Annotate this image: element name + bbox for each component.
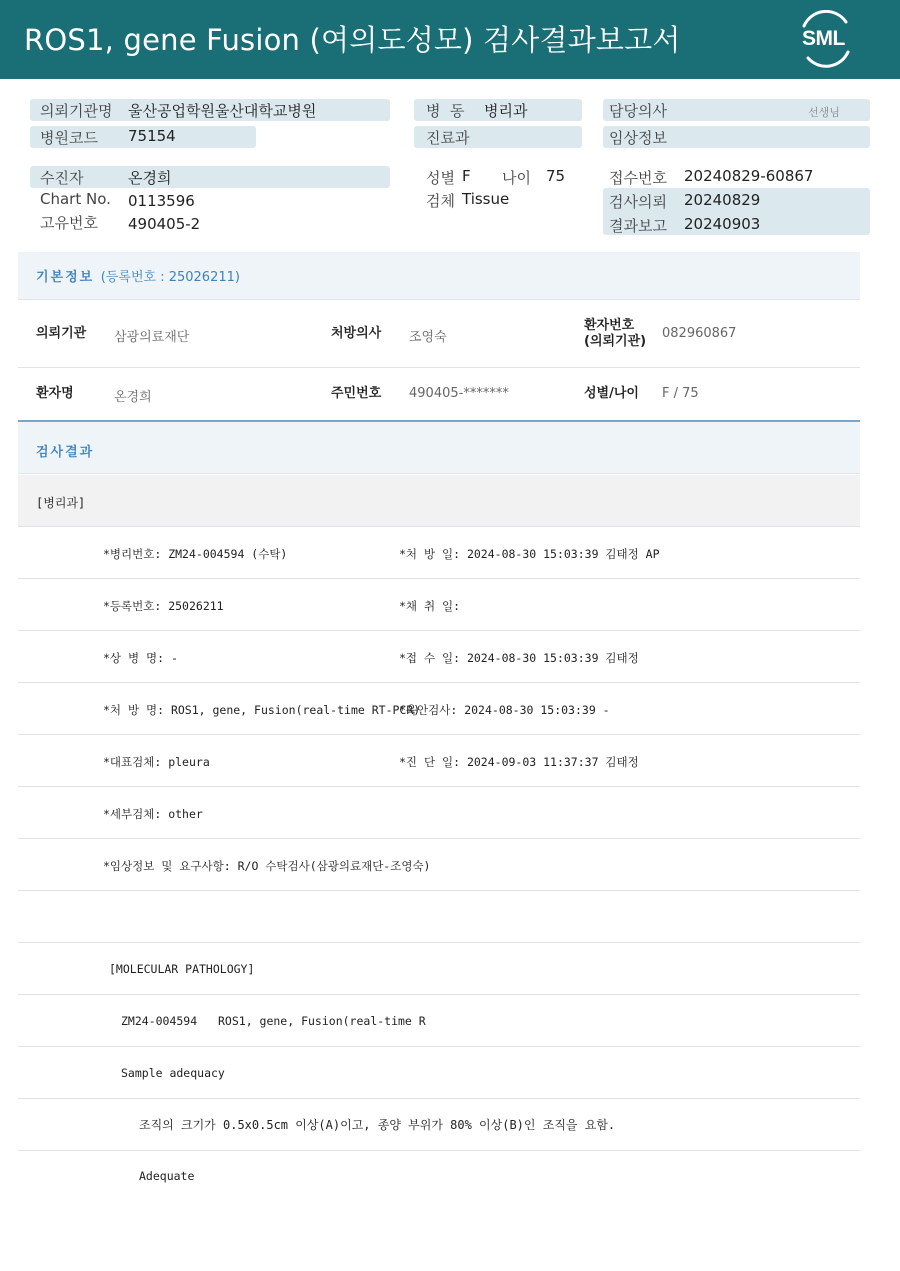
chart-label: Chart No. — [40, 190, 111, 208]
table-row-divider — [18, 578, 860, 579]
result-row-2-right: *채 취 일: — [399, 599, 461, 613]
table-row-divider — [18, 994, 860, 995]
patient-no-label-2: (의뢰기관) — [584, 334, 647, 349]
result-row-5-right: *진 단 일: 2024-09-03 11:37:37 김태정 — [399, 755, 639, 769]
results-title: 검사결과 — [36, 445, 95, 460]
patient-no-label-1: 환자번호 — [584, 318, 635, 333]
report-header-bar — [0, 0, 900, 79]
table-row-divider — [18, 630, 860, 631]
basic-info-divider — [18, 367, 860, 368]
result-row-4-right: *육안검사: 2024-08-30 15:03:39 - — [399, 703, 610, 717]
prescriber-value: 조영숙 — [409, 330, 447, 345]
result-row-2-left: *등록번호: 25026211 — [103, 599, 224, 613]
table-row-divider — [18, 1046, 860, 1047]
table-row-divider — [18, 734, 860, 735]
table-row-divider — [18, 838, 860, 839]
sex-age-value: F / 75 — [662, 386, 699, 401]
patient-label-bg — [30, 166, 390, 188]
doctor-label: 담당의사 — [609, 102, 667, 120]
molecular-code: ZM24-004594 — [121, 1014, 198, 1028]
age-label: 나이 — [502, 169, 531, 187]
ward-value: 병리과 — [484, 102, 528, 120]
report-title: ROS1, gene Fusion (여의도성모) 검사결과보고서 — [24, 23, 681, 57]
sex-label: 성별 — [426, 169, 455, 187]
molecular-header: [MOLECULAR PATHOLOGY] — [109, 962, 255, 976]
registration-note: (등록번호 : 25026211) — [100, 270, 240, 285]
patient-name-value: 온경희 — [114, 390, 152, 405]
adequacy-result: Adequate — [139, 1169, 195, 1183]
dept-band — [18, 475, 860, 527]
chart-value: 0113596 — [128, 192, 195, 210]
resident-no-value: 490405-******* — [409, 386, 509, 401]
adequacy-label: Sample adequacy — [121, 1066, 225, 1080]
resident-no-label: 주민번호 — [331, 386, 382, 401]
patient-name-label: 환자명 — [36, 386, 74, 401]
department-label: 진료과 — [426, 129, 470, 147]
age-value: 75 — [546, 167, 566, 185]
patient-no-value: 082960867 — [662, 326, 737, 341]
hospital-code-label: 병원코드 — [40, 129, 98, 147]
id-value: 490405-2 — [128, 215, 201, 233]
result-row-1-right: *처 방 일: 2024-08-30 15:03:39 김태정 AP — [399, 547, 660, 561]
table-row-divider — [18, 1150, 860, 1151]
report-value: 20240903 — [684, 215, 761, 233]
request-label: 검사의뢰 — [609, 193, 667, 211]
prescriber-label: 처방의사 — [331, 326, 382, 341]
hospital-code-value: 75154 — [128, 127, 176, 145]
basic-info-title: 기본정보 (등록번호 : 25026211) — [36, 270, 240, 285]
adequacy-criteria: 조직의 크기가 0.5x0.5cm 이상(A)이고, 종양 부위가 80% 이상(B)인 조직을 요함. — [139, 1118, 616, 1132]
dept-label: [병리과] — [36, 496, 86, 510]
sml-logo — [796, 10, 856, 68]
table-row-divider — [18, 1098, 860, 1099]
request-value: 20240829 — [684, 191, 761, 209]
id-label: 고유번호 — [40, 214, 98, 232]
logo-text: SML — [802, 27, 845, 50]
institution-value: 울산공업학원울산대학교병원 — [128, 102, 317, 120]
ward-label: 병 동 — [426, 102, 465, 120]
doctor-suffix: 선생님 — [808, 106, 840, 119]
result-row-3-right: *접 수 일: 2024-08-30 15:03:39 김태정 — [399, 651, 639, 665]
table-row-divider — [18, 890, 860, 891]
table-row-divider — [18, 682, 860, 683]
molecular-test: ROS1, gene, Fusion(real-time R — [218, 1014, 426, 1028]
receipt-label: 접수번호 — [609, 169, 667, 187]
sex-age-label: 성별/나이 — [584, 386, 639, 401]
clinical-info-label: 임상정보 — [609, 129, 667, 147]
result-row-4-left: *처 방 명: ROS1, gene, Fusion(real-time RT-PCR) — [103, 703, 421, 717]
basic-institution-label: 의뢰기관 — [36, 326, 87, 341]
table-row-divider — [18, 786, 860, 787]
institution-label: 의뢰기관명 — [40, 102, 113, 120]
sex-value: F — [462, 167, 471, 185]
report-label: 결과보고 — [609, 217, 667, 235]
patient-label: 수진자 — [40, 169, 84, 187]
specimen-value: Tissue — [462, 190, 510, 208]
clinical-note: *임상정보 및 요구사항: R/O 수탁검사(삼광의료재단-조영숙) — [103, 859, 431, 873]
receipt-value: 20240829-60867 — [684, 167, 814, 185]
table-row-divider — [18, 942, 860, 943]
result-row-3-left: *상 병 명: - — [103, 651, 178, 665]
specimen-label: 검체 — [426, 192, 455, 210]
result-row-6-left: *세부검체: other — [103, 807, 203, 821]
result-row-1-left: *병리번호: ZM24-004594 (수탁) — [103, 547, 288, 561]
result-row-5-left: *대표검체: pleura — [103, 755, 210, 769]
patient-value: 온경희 — [128, 169, 172, 187]
basic-institution-value: 삼광의료재단 — [114, 330, 190, 345]
results-band — [18, 422, 860, 474]
